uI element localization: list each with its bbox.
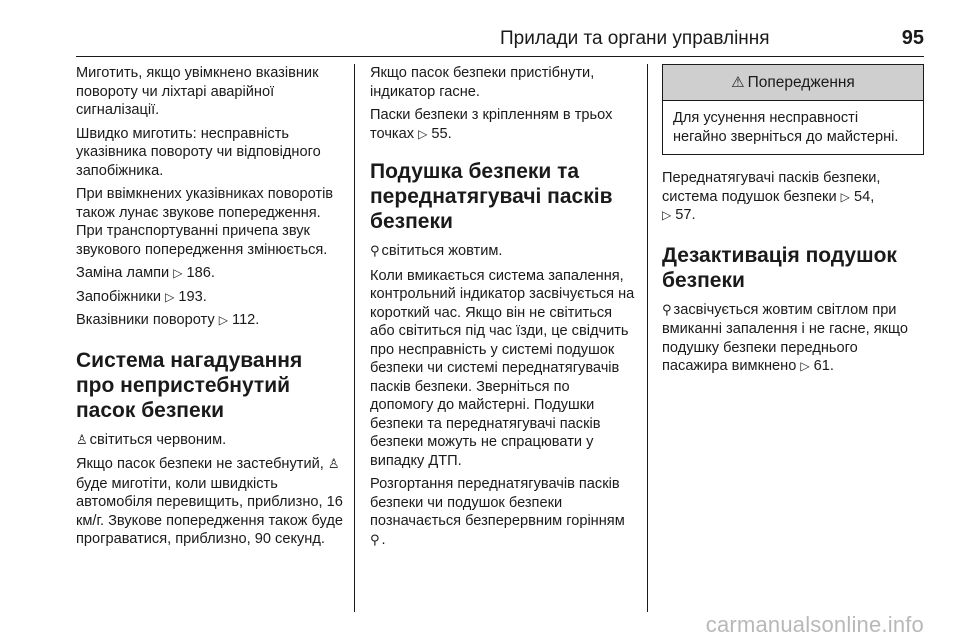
airbag-off-icon: ⚲ xyxy=(662,302,672,318)
paragraph: При ввімкнених указівниках поворотів також лунає звукове попередження. При транспортуванні причепа звук звукового попередження змінюється. xyxy=(76,186,334,258)
cross-reference[interactable]: Вказівники повороту ▷ 112. xyxy=(76,312,260,328)
cross-reference[interactable]: Паски безпеки з кріпленням в трьох точках ▷ 55. xyxy=(370,107,613,142)
airbag-icon: ⚲ xyxy=(370,532,380,548)
paragraph: Коли вмикається система запалення, контрольний індикатор засвічується на короткий час. Якщо він не світиться або світиться під час їзди, це свідчить про несправність у системі подушок безпеки чи системі переднатягувачів пасків безпеки. Зверніться по допомогу до майстерні. Подушки безпеки та переднатягувачі пасків безпеки можуть не спрацювати у випадку ДТП. xyxy=(370,267,635,469)
arrow-ref-icon: ▷ xyxy=(165,289,175,304)
section-title: Дезактивація подушок безпеки xyxy=(662,243,897,292)
arrow-ref-icon: ▷ xyxy=(662,208,672,222)
paragraph: ♙ світиться червоним. xyxy=(76,431,344,451)
cross-reference[interactable]: Заміна лампи ▷ 186. xyxy=(76,265,215,281)
arrow-ref-icon: ▷ xyxy=(218,313,228,327)
column-3 xyxy=(662,64,924,381)
warning-triangle-icon: ⚠ xyxy=(731,73,745,91)
warning-box xyxy=(662,64,924,155)
paragraph: Якщо пасок безпеки не застебнутий, ♙буде миготіти, коли швидкість автомобіля перевищить, приблизно, 16 км/г. Звукове попередження також буде програватися, приблизно, 90 секунд. xyxy=(76,456,343,547)
arrow-ref-icon: ▷ xyxy=(840,189,850,204)
paragraph: Розгортання переднатягувачів пасків безпеки чи подушок безпеки позначається безперервним горінням ⚲ . xyxy=(370,475,636,550)
column-1 xyxy=(76,64,344,554)
arrow-ref-icon: ▷ xyxy=(173,266,183,280)
paragraph: Швидко миготить: несправність указівника повороту чи відповідного запобіжника. xyxy=(76,125,321,179)
paragraph: Якщо пасок безпеки пристібнути, індикатор гасне. xyxy=(370,65,595,100)
watermark: carmanualsonline.info xyxy=(705,612,924,637)
header-rule xyxy=(76,56,924,57)
paragraph: Миготить, якщо увімкнено вказівник повороту чи ліхтарі аварійної сигналізації. xyxy=(76,65,319,118)
column-2 xyxy=(370,64,636,555)
section-title: Система нагадування про непристебнутий пасок безпеки xyxy=(76,348,303,422)
paragraph: ⚲ засвічується жовтим світлом при вмиканні запалення і не гасне, якщо подушку безпеки переднього пасажира вимкнено ▷ 61. xyxy=(662,301,909,374)
column-divider-1 xyxy=(354,64,355,612)
warning-header: ⚠ Попередження xyxy=(663,65,923,101)
section-title: Подушка безпеки та переднатягувачі пасків безпеки xyxy=(370,160,613,233)
cross-reference[interactable]: Запобіжники ▷ 193. xyxy=(76,288,207,305)
seatbelt-icon: ♙ xyxy=(327,457,340,472)
page-number: 95 xyxy=(901,27,924,49)
airbag-icon: ⚲ xyxy=(370,244,380,259)
paragraph: ⚲ світиться жовтим. xyxy=(370,242,636,262)
warning-text: Для усунення несправності негайно зверніться до майстерні. xyxy=(673,110,899,145)
warning-body xyxy=(663,101,923,154)
arrow-ref-icon: ▷ xyxy=(418,126,428,141)
column-divider-2 xyxy=(647,64,648,612)
seatbelt-icon: ♙ xyxy=(76,432,88,448)
page-header-title: Прилади та органи управління xyxy=(500,28,770,49)
cross-reference[interactable]: Переднатягувачі пасків безпеки, система подушок безпеки ▷ 54, ▷ 57. xyxy=(662,170,881,223)
arrow-ref-icon: ▷ xyxy=(800,359,810,373)
